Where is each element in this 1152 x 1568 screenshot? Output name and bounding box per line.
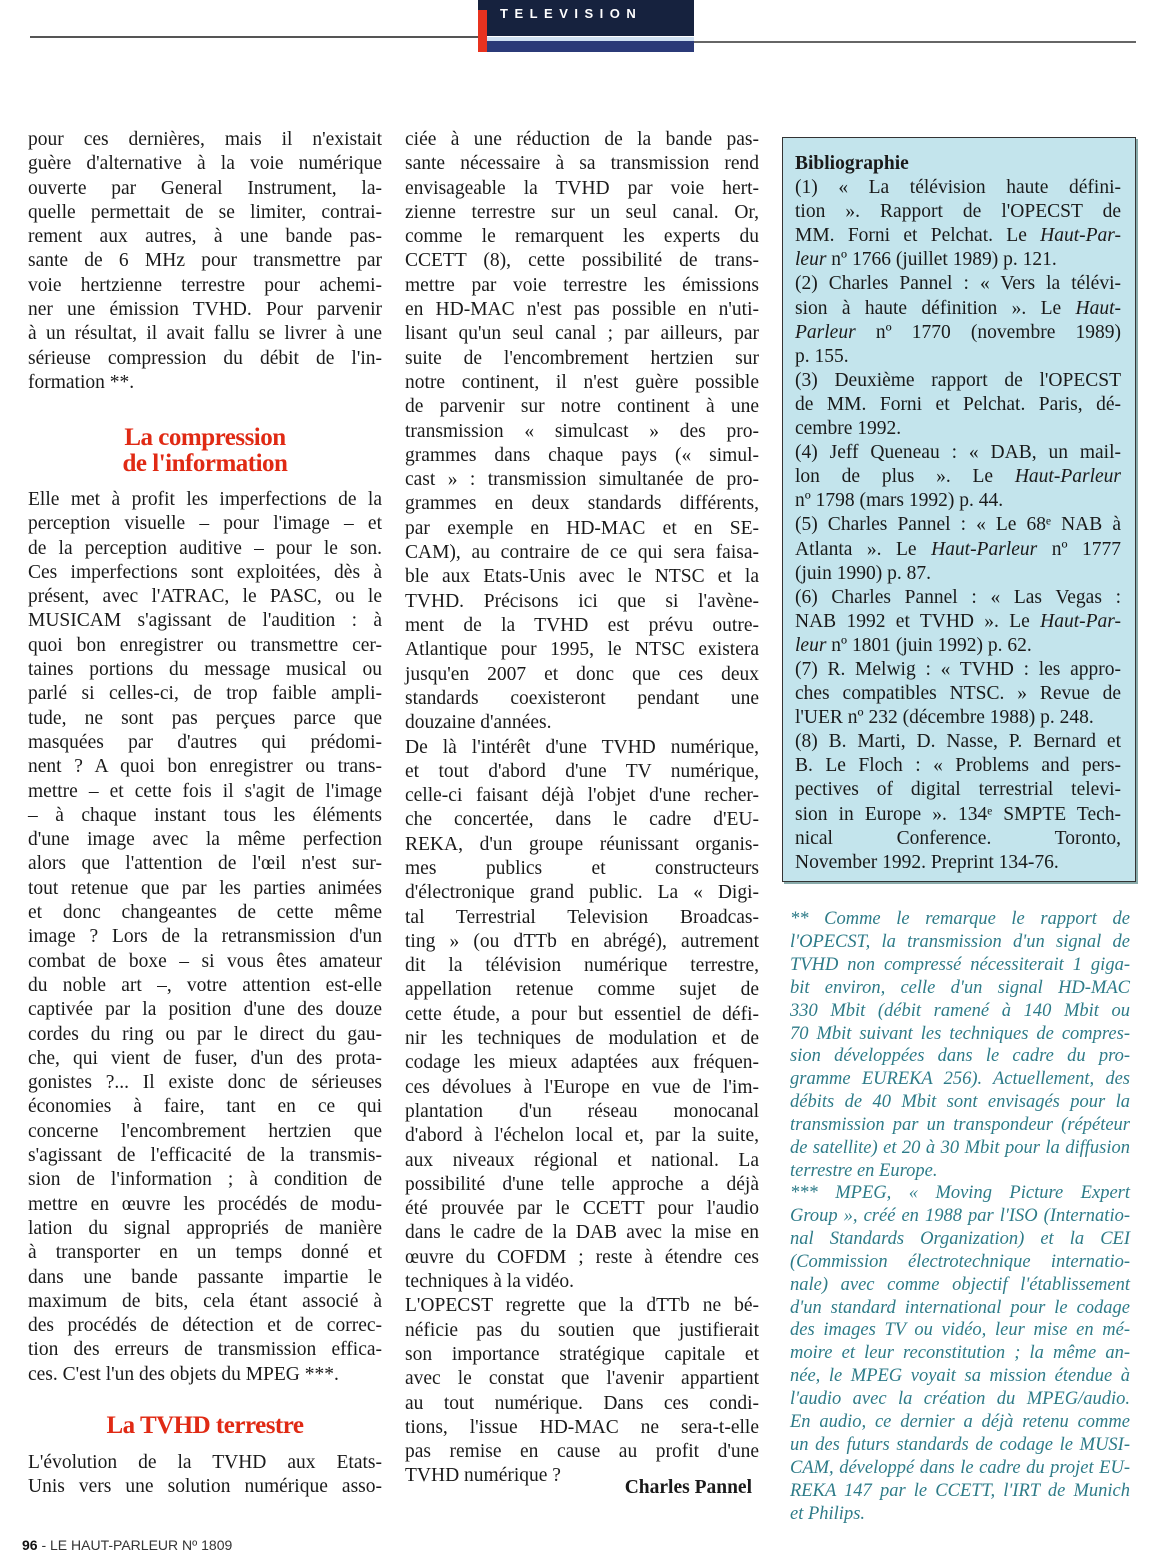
- text-line: REKA, d'un groupe réunissant organis-: [405, 833, 759, 855]
- text-line: tal Terrestrial Television Broadcas-: [405, 906, 759, 928]
- text-line: mettre par voie terrestre les émissions: [405, 274, 759, 296]
- text-line: lon de plus ». Le Haut-Parleur: [795, 466, 1121, 488]
- text-line: mettre – et cette fois il s'agit de l'image: [28, 780, 382, 802]
- banner-accent-red: [478, 10, 487, 52]
- text-line: des images TV ou vidéo, leur mise en mé-: [790, 1320, 1130, 1341]
- text-line: aux niveaux régional et national. La: [405, 1149, 759, 1171]
- text-line: dit la télévision numérique terrestre,: [405, 955, 759, 977]
- text-line: (juin 1990) p. 87.: [795, 562, 931, 584]
- text-line: économies à faire, tant en ce qui: [28, 1096, 382, 1118]
- text-line: de MM. Forni et Pelchat. Paris, dé-: [795, 393, 1121, 415]
- text-line: présent, avec l'ATRAC, le PASC, ou le: [28, 586, 382, 608]
- text-line: notre continent, il n'est guère possible: [405, 371, 759, 393]
- text-line: à transporter en un temps donné et: [28, 1242, 382, 1264]
- text-line: celle-ci faisant déjà l'objet d'une recher-: [405, 785, 759, 807]
- text-line: un des futurs standards de codage le MUSI-: [790, 1434, 1130, 1455]
- text-line: sion développées dans le cadre du pro-: [790, 1046, 1130, 1067]
- italic-title: Haut-Par-: [1040, 225, 1121, 247]
- italic-title: Haut-Parleur: [931, 538, 1038, 560]
- text-line: CAM), au contraire de ce qui sera faisa-: [405, 542, 759, 564]
- text-line: ces. C'est l'un des objets du MPEG ***.: [28, 1363, 339, 1385]
- text-line: pectives of digital terrestrial televi-: [795, 779, 1121, 801]
- text-line: au tout numérique. Dans ces condi-: [405, 1392, 759, 1414]
- text-line: ouverte par General Instrument, la-: [28, 177, 382, 199]
- text-line: November 1992. Preprint 134-76.: [795, 851, 1059, 873]
- text-line: d'une image avec la même perfection: [28, 829, 382, 851]
- text-line: Elle met à profit les imperfections de la: [28, 489, 382, 510]
- text-line: l'UER nº 232 (décembre 1988) p. 248.: [795, 707, 1094, 729]
- banner-accent-navy: [487, 41, 694, 52]
- text-line: lation du signal appropriés de manière: [28, 1217, 382, 1239]
- text-line: Atlantique pour 1995, le NTSC existera: [405, 639, 759, 661]
- text-line: appellation retenue comme sujet de: [405, 979, 759, 1001]
- text-line: nal Standards Organization) et la CEI: [790, 1228, 1130, 1249]
- text-line: sion in Europe ». 134ᵉ SMPTE Tech-: [795, 803, 1121, 825]
- col1-paragraph-3: [28, 1451, 382, 1500]
- publication-issue: - LE HAUT-PARLEUR Nº 1809: [37, 1537, 233, 1553]
- text-line: 330 Mbit (débit ramené à 140 Mbit ou: [790, 1000, 1130, 1021]
- text-line: d'électronique grand public. La « Digi-: [405, 882, 759, 904]
- text-line: du noble art –, votre attention est-elle: [28, 974, 382, 996]
- text-line: de parvenir sur notre continent à une: [405, 396, 759, 418]
- text-line: REKA 147 par le CCETT, l'IRT de Munich: [790, 1480, 1130, 1501]
- text-line: tude, ne sont pas perçues parce que: [28, 707, 382, 729]
- text-line: gonistes ?... Il existe donc de sérieuses: [28, 1072, 382, 1094]
- text-line: comme le remarquent les experts du: [405, 226, 759, 248]
- text-line: Ces imperfections sont exploitées, dès à: [28, 561, 382, 583]
- heading-line: La TVHD terrestre: [106, 1412, 304, 1439]
- text-line: leur nº 1766 (juillet 1989) p. 121.: [795, 249, 1057, 271]
- text-line: plantation d'un réseau monocanal: [405, 1100, 759, 1122]
- text-line: cordes du ring ou par le direct du gau-: [28, 1023, 382, 1045]
- text-line: (7) R. Melwig : « TVHD : les appro-: [795, 658, 1121, 680]
- text-line: TVHD non compressé nécessiterait 1 giga-: [790, 954, 1130, 975]
- text-line: dans une bande passante impartie le: [28, 1266, 382, 1288]
- text-line: maximum de bits, cela étant associé à: [28, 1290, 382, 1312]
- text-line: sante nécessaire à sa transmission rend: [405, 153, 759, 175]
- text-line: nale) avec comme objectif l'établissement: [790, 1274, 1130, 1295]
- text-line: (8) B. Marti, D. Nasse, P. Bernard et: [795, 731, 1121, 753]
- text-line: leur nº 1801 (juin 1992) p. 62.: [795, 634, 1032, 656]
- italic-title: Parleur: [795, 321, 856, 343]
- text-line: œuvre du COFDM ; reste à étendre ces: [405, 1246, 759, 1268]
- text-line: ches compatibles NTSC. » Revue de: [795, 683, 1121, 705]
- text-line: – à chaque instant tous les éléments: [28, 804, 382, 826]
- heading-compression: [28, 425, 382, 477]
- text-line: ces dévolues à l'Europe en vue de l'im-: [405, 1076, 759, 1098]
- text-line: perception visuelle – pour l'image – et: [28, 513, 382, 535]
- text-line: été prouvée par le CCETT pour l'audio: [405, 1198, 759, 1220]
- bibliography-title: Bibliographie: [795, 153, 909, 174]
- text-line: che, qui vient de fuser, d'un des prota-: [28, 1047, 382, 1069]
- text-line: s'agissant de l'efficacité de la transmis-: [28, 1145, 382, 1167]
- col2-paragraph-3: [405, 1294, 759, 1488]
- italic-title: Haut-: [1075, 297, 1121, 319]
- text-line: masquées par d'autres qui prédomi-: [28, 731, 382, 753]
- text-line: voie hertzienne terrestre pour achemi-: [28, 274, 382, 296]
- page-number: 96: [22, 1537, 38, 1553]
- text-line: nir les techniques de modulation et de: [405, 1028, 759, 1050]
- text-line: quelle permettait de se limiter, contrai-: [28, 201, 382, 223]
- text-line: sérieuse compression du débit de l'in-: [28, 347, 382, 369]
- text-line: de la perception auditive – pour le son.: [28, 537, 382, 559]
- text-line: Unis vers une solution numérique asso-: [28, 1476, 382, 1498]
- text-line: pas remise en cause au profit d'une: [405, 1441, 759, 1463]
- text-line: ting » (ou dTTb en abrégé), autrement: [405, 930, 759, 952]
- text-line: d'abord à l'échelon local et, par la suite,: [405, 1125, 759, 1147]
- text-line: Parleur nº 1770 (novembre 1989): [795, 321, 1121, 343]
- text-line: ment de la TVHD est prévu outre-: [405, 614, 759, 636]
- text-line: l'OPECST, la transmission d'un signal de: [790, 931, 1130, 952]
- text-line: de satellite) et 20 à 30 Mbit pour la diffusion: [790, 1138, 1130, 1159]
- text-line: transmission par un transpondeur (répéteur: [790, 1115, 1130, 1136]
- text-line: tions, l'issue HD-MAC ne sera-t-elle: [405, 1416, 759, 1438]
- text-line: lisant qu'un seul canal ; par ailleurs, par: [405, 323, 759, 345]
- text-line: guère d'alternative à la voie numérique: [28, 153, 382, 175]
- text-line: tion ». Rapport de l'OPECST de: [795, 201, 1121, 223]
- heading-tvhd-terrestre: [28, 1413, 382, 1439]
- text-line: NAB 1992 et TVHD ». Le Haut-Par-: [795, 610, 1121, 632]
- header-rule-right: [694, 41, 1136, 43]
- text-line: nº 1798 (mars 1992) p. 44.: [795, 490, 1004, 512]
- text-line: d'un standard international pour le codage: [790, 1297, 1130, 1318]
- text-line: Atlanta ». Le Haut-Parleur nº 1777: [795, 538, 1121, 560]
- text-line: quoi bon enregistrer ou transmettre cer-: [28, 634, 382, 656]
- text-line: sion de l'information ; à condition de: [28, 1169, 382, 1191]
- col2-paragraph-1: [405, 128, 759, 735]
- text-line: formation **.: [28, 371, 135, 393]
- text-line: et donc changeantes de cette même: [28, 902, 382, 924]
- text-line: codage les mieux adaptées aux fréquen-: [405, 1052, 759, 1074]
- text-line: possibilité d'une telle approche a déjà: [405, 1173, 759, 1195]
- text-line: (Commission électrotechnique internatio-: [790, 1251, 1130, 1272]
- text-line: par exemple en HD-MAC et en SE-: [405, 517, 759, 539]
- italic-title: leur: [795, 634, 827, 656]
- text-line: bit environ, celle d'un signal HD-MAC: [790, 977, 1130, 998]
- bibliography-box: [782, 137, 1136, 882]
- text-line: Group », créé en 1988 par l'ISO (Internatio-: [790, 1205, 1130, 1226]
- italic-title: leur: [795, 249, 827, 271]
- text-line: combat de boxe – si vous êtes amateur: [28, 950, 382, 972]
- text-line: mes publics et constructeurs: [405, 857, 759, 879]
- text-line: grammes en deux standards différents,: [405, 493, 759, 515]
- text-line: débits de 40 Mbit sont envisagés pour la: [790, 1092, 1130, 1113]
- text-line: L'évolution de la TVHD aux Etats-: [28, 1452, 382, 1473]
- text-line: moire et leur reconstitution ; la même an-: [790, 1343, 1130, 1364]
- text-line: (1) « La télévision haute défini-: [795, 177, 1121, 199]
- text-line: En audio, ce dernier a déjà retenu comme: [790, 1412, 1130, 1433]
- text-line: zienne terrestre sur un seul canal. Or,: [405, 201, 759, 223]
- text-line: l'audio avec la création du MPEG/audio.: [790, 1389, 1130, 1410]
- text-line: douzaine d'années.: [405, 712, 552, 734]
- text-line: née, le MPEG voyait sa mission étendue à: [790, 1366, 1130, 1387]
- text-line: nical Conference. Toronto,: [795, 827, 1121, 849]
- heading-line: de l'information: [122, 450, 288, 477]
- text-line: (6) Charles Pannel : « Las Vegas :: [795, 586, 1121, 608]
- italic-title: Haut-Par-: [1040, 610, 1121, 632]
- text-line: captivée par la position d'une des douze: [28, 999, 382, 1021]
- text-line: dans le cadre de la DAB avec la mise en: [405, 1222, 759, 1244]
- text-line: De là l'intérêt d'une TVHD numérique,: [405, 736, 759, 758]
- text-line: ner une émission TVHD. Pour parvenir: [28, 299, 382, 321]
- text-line: parlé si celles-ci, de trop faible ampli-: [28, 683, 382, 705]
- text-line: cette étude, a pour but essentiel de défi-: [405, 1003, 759, 1025]
- text-line: concerne l'encombrement hertzien que: [28, 1120, 382, 1142]
- col1-paragraph-1: [28, 128, 382, 395]
- footnote-double-star: [790, 908, 1130, 1183]
- text-line: TVHD numérique ?: [405, 1465, 561, 1487]
- heading-line: La compression: [124, 424, 286, 451]
- text-line: cast » : transmission simultanée de pro-: [405, 469, 759, 491]
- author-signature: Charles Pannel: [624, 1477, 752, 1498]
- text-line: avec le constat que l'avenir appartient: [405, 1368, 759, 1390]
- text-line: terrestre en Europe.: [790, 1160, 938, 1181]
- text-line: grammes dans chaque pays (« simul-: [405, 444, 759, 466]
- page-footer: [22, 1537, 232, 1553]
- text-line: CAM, développé dans le cadre du projet EU-: [790, 1457, 1130, 1478]
- italic-title: Haut-Parleur: [1014, 466, 1121, 488]
- text-line: (2) Charles Pannel : « Vers la télévi-: [795, 273, 1121, 295]
- text-line: MM. Forni et Pelchat. Le Haut-Par-: [795, 225, 1121, 247]
- text-line: et tout d'abord d'une TV numérique,: [405, 760, 759, 782]
- text-line: en HD-MAC n'est pas possible en n'uti-: [405, 299, 759, 321]
- text-line: *** MPEG, « Moving Picture Expert: [790, 1183, 1130, 1203]
- text-line: néficie pas du soutien que justifierait: [405, 1319, 759, 1341]
- col1-paragraph-2: [28, 488, 382, 1387]
- text-line: pour ces dernières, mais il n'existait: [28, 129, 382, 150]
- header-rule-left: [30, 36, 478, 38]
- col2-paragraph-2: [405, 736, 759, 1295]
- text-line: image ? Lors de la retransmission d'un: [28, 926, 382, 948]
- text-line: et Philips.: [790, 1503, 866, 1524]
- text-line: son importance stratégique capitale et: [405, 1343, 759, 1365]
- text-line: B. Le Floch : « Problems and pers-: [795, 755, 1121, 777]
- text-line: gramme EUREKA 256). Actuellement, des: [790, 1069, 1130, 1090]
- text-line: à un résultat, il avait fallu se livrer à une: [28, 323, 382, 345]
- bibliography-list: [795, 152, 1121, 875]
- text-line: standards coexisteront pendant une: [405, 687, 759, 709]
- text-line: alors que l'attention de l'œil n'est sur-: [28, 853, 382, 875]
- text-line: che concertée, dans le cadre d'EU-: [405, 809, 759, 831]
- text-line: mettre en œuvre les procédés de modu-: [28, 1193, 382, 1215]
- text-line: L'OPECST regrette que la dTTb ne bé-: [405, 1295, 759, 1317]
- text-line: cembre 1992.: [795, 418, 902, 440]
- text-line: des procédés de détection et de correc-: [28, 1315, 382, 1337]
- text-line: rement aux autres, à une bande pas-: [28, 226, 382, 248]
- text-line: ** Comme le remarque le rapport de: [790, 909, 1130, 929]
- text-line: taines portions du message musical ou: [28, 659, 382, 681]
- text-line: (4) Jeff Queneau : « DAB, un mail-: [795, 442, 1121, 464]
- text-line: (3) Deuxième rapport de l'OPECST: [795, 369, 1121, 391]
- text-line: ciée à une réduction de la bande pas-: [405, 129, 759, 150]
- text-line: p. 155.: [795, 345, 849, 367]
- text-line: sante de 6 MHz pour transmettre par: [28, 250, 382, 272]
- text-line: MUSICAM s'agissant de l'audition : à: [28, 610, 382, 632]
- text-line: sion à haute définition ». Le Haut-: [795, 297, 1121, 319]
- text-line: nent ? A quoi bon enregistrer ou trans-: [28, 756, 382, 778]
- footnote-triple-star: [790, 1182, 1130, 1526]
- section-title: TELEVISION: [500, 6, 643, 21]
- text-line: (5) Charles Pannel : « Le 68ᵉ NAB à: [795, 514, 1121, 536]
- text-line: envisageable la TVHD par voie hert-: [405, 177, 759, 199]
- text-line: ble aux Etats-Unis avec le NTSC et la: [405, 566, 759, 588]
- text-line: tion des erreurs de transmission effica-: [28, 1339, 382, 1361]
- text-line: techniques à la vidéo.: [405, 1271, 574, 1293]
- text-line: tout retenue que par les parties animées: [28, 877, 382, 899]
- text-line: 70 Mbit suivant les techniques de compres-: [790, 1023, 1130, 1044]
- text-line: TVHD. Précisons ici que si l'avène-: [405, 590, 759, 612]
- text-line: CCETT (8), cette possibilité de trans-: [405, 250, 759, 272]
- text-line: transmission « simulcast » des pro-: [405, 420, 759, 442]
- text-line: suite de l'encombrement hertzien sur: [405, 347, 759, 369]
- text-line: jusqu'en 2007 et donc que ces deux: [405, 663, 759, 685]
